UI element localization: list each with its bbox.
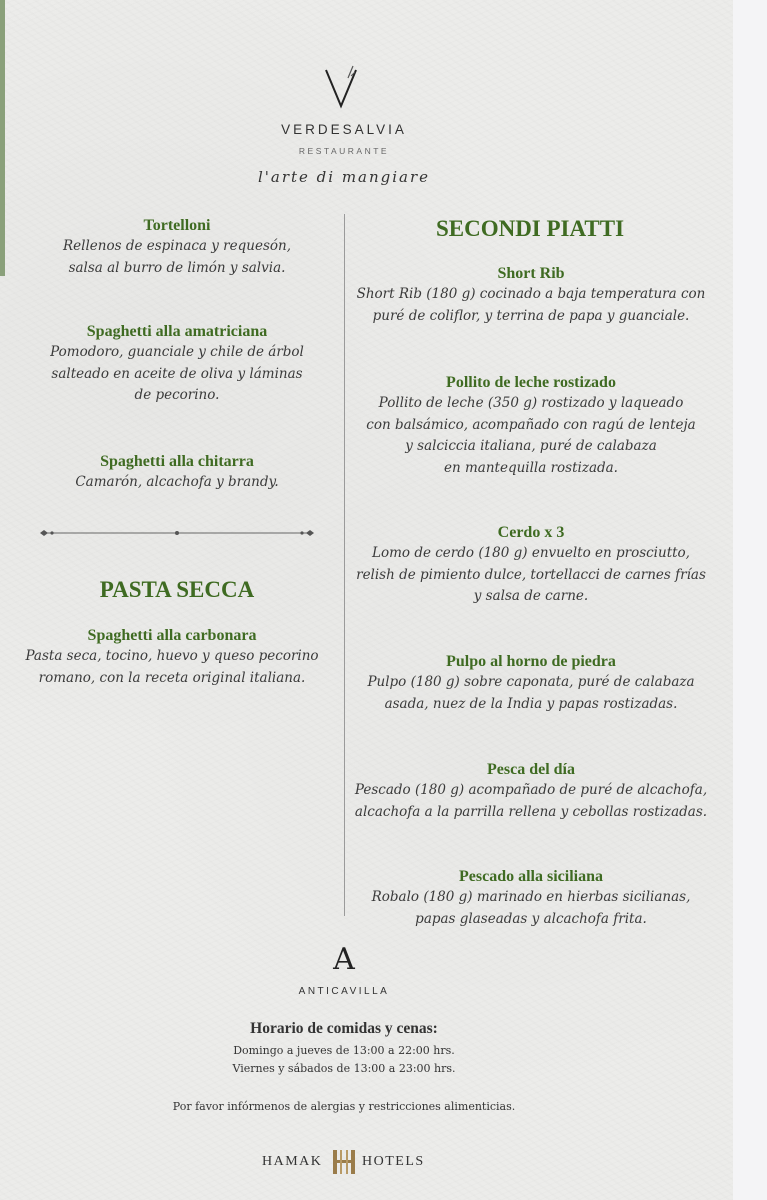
dish-desc-line: y salsa de carne. bbox=[473, 588, 589, 604]
dish-desc-line: Short Rib (180 g) cocinado a baja temperatura con bbox=[356, 286, 706, 302]
hotel-name-left: HAMAK bbox=[262, 1154, 323, 1169]
dish-desc-line: papas glaseadas y alcachofa frita. bbox=[415, 910, 647, 927]
dish-desc-line: Robalo (180 g) marinado en hierbas sicilianas, bbox=[371, 889, 691, 905]
hotel-name-right: HOTELS bbox=[362, 1154, 425, 1169]
dish-title: Spaghetti alla carbonara bbox=[87, 627, 257, 644]
dish-title: Short Rib bbox=[497, 265, 565, 282]
dish-title: Cerdo x 3 bbox=[497, 524, 565, 541]
dish-desc-line: Pomodoro, guanciale y chile de árbol bbox=[50, 344, 304, 360]
dish-desc-line: Pasta seca, tocino, huevo y queso pecorino bbox=[25, 648, 319, 664]
tagline: l'arte di mangiare bbox=[257, 168, 431, 186]
dish-desc-line: Lomo de cerdo (180 g) envuelto en prosciutto, bbox=[372, 545, 690, 561]
dish-pulpo bbox=[345, 652, 717, 715]
page-margin bbox=[733, 0, 767, 1200]
dish-desc-line: salsa al burro de limón y salvia. bbox=[68, 259, 286, 276]
dish-desc-line: Rellenos de espinaca y requesón, bbox=[63, 238, 291, 254]
dish-desc-line: Pescado (180 g) acompañado de puré de alcachofa, bbox=[354, 782, 708, 798]
dish-title: Tortelloni bbox=[143, 217, 211, 234]
dish-short-rib bbox=[345, 264, 717, 327]
dish-pollito bbox=[345, 373, 717, 479]
hours-line: Domingo a jueves de 13:00 a 22:00 hrs. bbox=[233, 1044, 455, 1057]
dish-title: Spaghetti alla chitarra bbox=[100, 453, 254, 470]
dish-desc-line: en mantequilla rostizada. bbox=[444, 459, 618, 476]
dish-desc-line: Camarón, alcachofa y brandy. bbox=[75, 474, 279, 490]
dish-desc-line: asada, nuez de la India y papas rostizadas. bbox=[384, 695, 678, 712]
hours-line: Viernes y sábados de 13:00 a 23:00 hrs. bbox=[232, 1062, 456, 1075]
dish-desc-line: Pulpo (180 g) sobre caponata, puré de calabaza bbox=[367, 674, 695, 690]
dish-desc-line: salteado en aceite de oliva y láminas bbox=[51, 365, 303, 382]
dish-amatriciana bbox=[10, 322, 344, 407]
dish-desc-line: alcachofa a la parrilla rellena y cebollas rostizadas. bbox=[354, 803, 708, 820]
dish-title: Pesca del día bbox=[487, 761, 575, 778]
dish-title: Pescado alla siciliana bbox=[459, 868, 603, 885]
dish-pesca-del-dia bbox=[345, 760, 717, 823]
section-title-pasta-secca: PASTA SECCA bbox=[99, 577, 255, 602]
dish-cerdo bbox=[345, 523, 717, 608]
left-accent-bar bbox=[0, 0, 5, 276]
dish-desc-line: romano, con la receta original italiana. bbox=[38, 669, 306, 686]
ornament-divider bbox=[38, 526, 316, 540]
dish-desc-line: relish de pimiento dulce, tortellacci de carnes frías bbox=[356, 566, 706, 583]
dish-chitarra bbox=[10, 452, 344, 494]
verdesalvia-logo-icon bbox=[322, 64, 362, 112]
dish-desc-line: Pollito de leche (350 g) rostizado y laqueado bbox=[378, 395, 684, 411]
dish-desc-line: de pecorino. bbox=[134, 387, 220, 403]
brand-name: VERDESALVIA bbox=[281, 122, 407, 137]
dish-desc-line: puré de coliflor, y terrina de papa y guanciale. bbox=[372, 307, 690, 324]
dish-carbonara bbox=[0, 626, 344, 689]
hamak-hotels-logo bbox=[240, 1148, 450, 1178]
brand-subtitle: RESTAURANTE bbox=[298, 146, 390, 156]
section-title-secondi-piatti: SECONDI PIATTI bbox=[435, 216, 625, 241]
dish-desc-line: y salciccia italiana, puré de calabaza bbox=[405, 438, 657, 454]
dish-pescado-siciliana bbox=[345, 867, 717, 930]
hamak-h-icon bbox=[331, 1148, 357, 1176]
dish-title: Pollito de leche rostizado bbox=[446, 374, 616, 391]
dish-tortelloni bbox=[10, 216, 344, 279]
allergy-note: Por favor infórmenos de alergias y restricciones alimenticias. bbox=[172, 1100, 516, 1113]
anticavilla-name: ANTICAVILLA bbox=[298, 986, 390, 997]
anticavilla-logo-icon: A bbox=[333, 942, 355, 977]
dish-title: Spaghetti alla amatriciana bbox=[86, 323, 268, 340]
hours-title: Horario de comidas y cenas: bbox=[250, 1020, 438, 1037]
dish-desc-line: con balsámico, acompañado con ragú de lenteja bbox=[366, 416, 696, 433]
dish-title: Pulpo al horno de piedra bbox=[446, 653, 616, 670]
